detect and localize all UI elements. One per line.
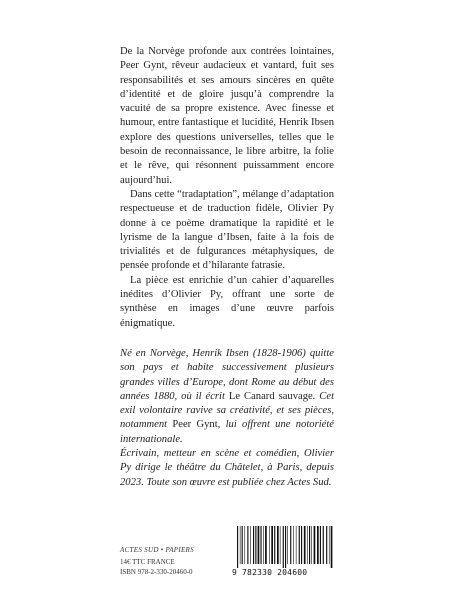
ibsen-bio-part-1: Né en Norvège, Henrik Ibsen (1828-1906) quitte son pays et habite successivement plusieurs grandes villes d’Europe, dont Rome au début des années 1880, où il écrit [120,347,334,402]
barcode-bar [280,526,281,564]
back-cover-text [120,45,334,490]
barcode-bar [255,526,256,564]
barcode-bar [247,526,248,564]
barcode-bar [323,526,324,564]
barcode-bar [265,526,267,564]
barcode-bar [314,526,316,564]
barcode-bar [290,526,291,564]
barcode-bar [253,526,254,564]
barcode-bar [320,526,321,564]
barcode-bar [250,526,251,564]
section-gap [120,331,334,347]
barcode-bar [269,526,270,564]
publisher-name: ACTES SUD • PAPIERS [120,546,194,554]
book-title-canard: Le Canard sauvage [228,390,313,402]
isbn: ISBN 978-2-330-20460-0 [120,568,193,576]
barcode-bar [263,526,264,564]
ibsen-bio-part-3: , lui offrent une notoriété internationale. [120,419,334,445]
barcode-bar [296,526,297,564]
description-paragraph-1: De la Norvège profonde aux contrées lointaines, Peer Gynt, rêveur audacieux et vantard, fuit ses responsabilités et ses amours sincères en quête d’identité et de gloire jusqu’à comprendre la vacuité de sa propre existence. Avec finesse et humour, entre fantastique et lucidité, Henrik Ibsen explore des questions universelles, telles que le besoin de reconnaissance, le libre arbitre, la folie et le rêve, qui résonnent puissamment encore aujourd’hui. [120,46,334,186]
barcode-bar [283,526,284,568]
ibsen-bio [120,347,334,447]
barcode-icon [236,526,334,568]
book-title-peer-gynt: Peer Gynt [172,419,218,431]
barcode-digits: 9 782330 204600 [232,568,308,577]
barcode-bar [285,526,286,568]
barcode-bar [317,526,319,564]
barcode-bar [326,526,327,564]
barcode-bar [299,526,300,564]
barcode-bar [271,526,273,564]
author-bios [120,347,334,490]
barcode-bar [242,526,243,564]
barcode-bar [309,526,310,564]
description-paragraph-2: Dans cette “tradaptation”, mélange d’adaptation respectueuse et de traduction fidèle, Olivier Py donne à ce poème dramatique la rapidité et le lyrisme de la langue d’Ibsen, faite à la fois de trivialités et de fulgurances métaphysiques, de pensée profonde et d’hilarante fatrasie. [120,188,334,272]
publisher-info [120,545,194,577]
barcode-bar [260,526,261,564]
barcode-bar [258,526,260,564]
barcode-bar [277,526,279,564]
barcode-bar [307,526,308,564]
barcode-bar [329,526,330,564]
ibsen-bio-part-2: . Cet exil volontaire ravive sa créativité, et ses pièces, notamment [120,390,335,431]
price: 14€ TTC FRANCE [120,558,175,566]
barcode-bar [304,526,306,564]
barcode-bar [311,526,312,564]
py-bio: Écrivain, metteur en scène et comédien, Olivier Py dirige le théâtre du Châtelet, à Paris, depuis 2023. Toute son œuvre est publiée chez Actes Sud. [120,448,334,488]
barcode-bar [274,526,275,564]
barcode-bar [293,526,294,564]
barcode-bar [244,526,245,564]
description-paragraph-3: La pièce est enrichie d’un cahier d’aquarelles inédites d’Olivier Py, offrant une sorte de synthèse en images d’une œuvre parfois énigmatique. [120,274,334,329]
barcode-bar [240,526,241,564]
barcode-bar [287,526,288,564]
barcode-bar [237,526,238,568]
barcode-bar [301,526,302,564]
barcode-bar [331,526,333,568]
